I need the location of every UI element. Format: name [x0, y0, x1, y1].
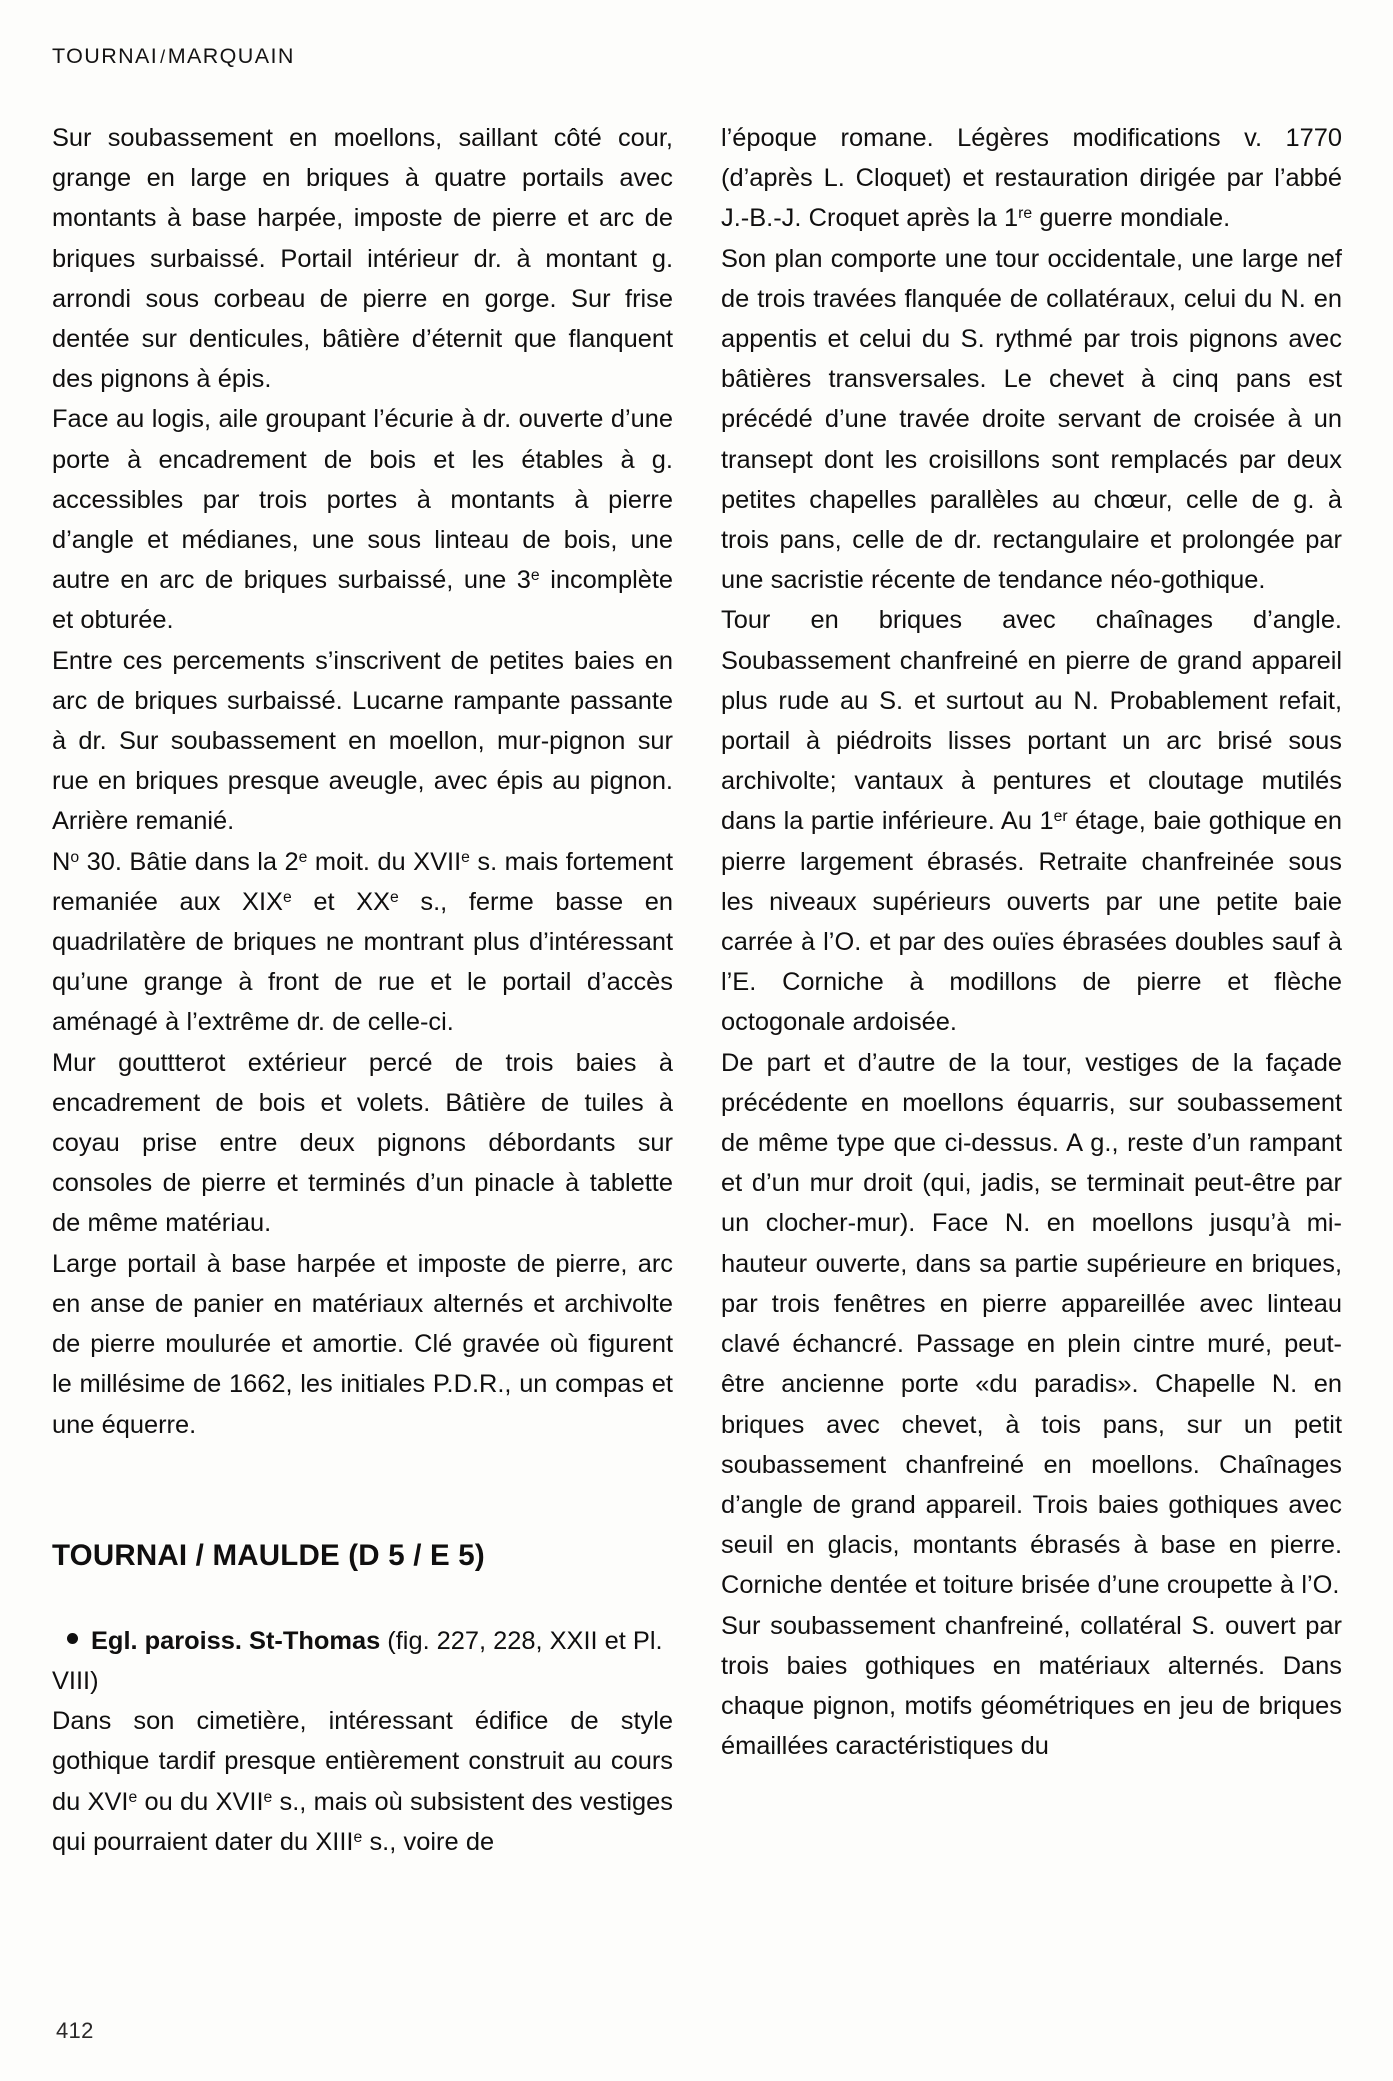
running-head — [52, 44, 295, 69]
section-heading-place: TOURNAI — [52, 1538, 188, 1572]
paragraph: Tour en briques avec chaînages d’angle. Soubassement chanfreiné en pierre de grand appareil plus rude au S. et surtout au N. Probablement refait, portail à piédroits lisses portant un arc brisé sous archivolte; vantaux à pentures et cloutage mutilés dans la partie inférieure. Au 1er étage, baie gothique en pierre largement ébrasés. Retraite chanfreinée sous les niveaux supérieurs ouverts par une petite baie carrée à l’O. et par des ouïes ébrasées doubles sauf à l’E. Corniche à modillons de pierre et flèche octogonale ardoisée. — [721, 606, 1342, 1037]
running-head-subplace: MARQUAIN — [167, 44, 295, 68]
paragraph: Mur gouttterot extérieur percé de trois baies à encadrement de bois et volets. Bâtière de tuiles à coyau prise entre deux pignons débordants sur consoles de pierre et terminés d’un pinacle à tablette de même matériau. — [52, 1048, 673, 1238]
running-head-place: TOURNAI — [52, 44, 159, 68]
paragraph: De part et d’autre de la tour, vestiges de la façade précédente en moellons équarris, sur soubassement de même type que ci-dessus. A g., reste d’un rampant et d’un mur droit (qui, jadis, se terminait peut-être par un clocher-mur). Face N. en moellons jusqu’à mi-hauteur ouverte, dans sa partie supérieure en briques, par trois fenêtres en pierre appareillée avec linteau clavé échancré. Passage en plein cintre muré, peut-être ancienne porte «du paradis». Chapelle N. en briques avec chevet, à tois pans, sur un petit soubassement chanfreiné en moellons. Chaînages d’angle de grand appareil. Trois baies gothiques avec seuil en glacis, montants ébrasés à base en pierre. Corniche dentée et toiture brisée d’une croupette à l’O. — [721, 1048, 1342, 1600]
paragraph: Son plan comporte une tour occidentale, une large nef de trois travées flanquée de collatéraux, celui du N. en appentis et celui du S. rythmé par trois pignons avec bâtières transversales. Le chevet à cinq pans est précédé d’une travée droite servant de croisée à un transept dont les croisillons sont remplacés par deux petites chapelles parallèles au chœur, celle de g. à trois pans, celle de dr. rectangulaire et prolongée par une sacristie récente de tendance néo-gothique. — [721, 244, 1342, 595]
section-heading-refs: (D 5 / E 5) — [348, 1538, 485, 1572]
bullet-dot-icon — [67, 1633, 78, 1644]
page-number: 412 — [56, 2018, 94, 2043]
section-heading-separator: / — [195, 1538, 205, 1572]
running-head-separator: / — [160, 47, 166, 67]
column-right — [721, 118, 1342, 1862]
entry-heading — [52, 1621, 673, 1701]
section-heading — [52, 1537, 673, 1575]
section-heading-wrap — [52, 1537, 673, 1575]
section-heading-subplace: MAULDE — [212, 1538, 340, 1572]
body-columns — [52, 118, 1342, 1862]
entry-refs: (fig. 227, 228, XXII et Pl. VIII) — [52, 1626, 663, 1695]
paragraph: Sur soubassement chanfreiné, collatéral S. ouvert par trois baies gothiques en matériaux alternés. Dans chaque pignon, motifs géométriques en jeu de briques émaillées caractéristiques du — [721, 1611, 1342, 1761]
paragraph: Dans son cimetière, intéressant édifice de style gothique tardif presque entièrement construit au cours du XVIe ou du XVIIe s., mais où subsistent des vestiges qui pourraient dater du XIIIe s., voire de — [52, 1707, 673, 1856]
entry-title: Egl. paroiss. St-Thomas — [91, 1626, 381, 1655]
paragraph: l’époque romane. Légères modifications v. 1770 (d’après L. Cloquet) et restauration dirigée par l’abbé J.-B.-J. Croquet après la 1re guerre mondiale. — [721, 124, 1342, 233]
paragraph: Large portail à base harpée et imposte de pierre, arc en anse de panier en matériaux alternés et archivolte de pierre moulurée et amortie. Clé gravée où figurent le millésime de 1662, les initiales P.D.R., un compas et une équerre. — [52, 1249, 673, 1439]
column-left — [52, 118, 673, 1862]
paragraph: Sur soubassement en moellons, saillant côté cour, grange en large en briques à quatre portails avec montants à base harpée, imposte de pierre et arc de briques surbaissé. Portail intérieur dr. à montant g. arrondi sous corbeau de pierre en gorge. Sur frise dentée sur denticules, bâtière d’éternit que flanquent des pignons à épis. — [52, 124, 673, 394]
paragraph: Entre ces percements s’inscrivent de petites baies en arc de briques surbaissé. Lucarne rampante passante à dr. Sur soubassement en moellon, mur-pignon sur rue en briques presque aveugle, avec épis au pignon. Arrière remanié. — [52, 646, 673, 836]
paragraph: $N^o$ 30. Bâtie dans la 2e moit. du XVIIe s. mais fortement remaniée aux XIXe et XXe s., ferme basse en quadrilatère de briques ne montrant plus d’intéressant qu’une grange à front de rue et le portail d’accès aménagé à l’extrême dr. de celle-ci. — [52, 847, 673, 1037]
paragraph: Face au logis, aile groupant l’écurie à dr. ouverte d’une porte à encadrement de bois et les étables à g. accessibles par trois portes à montants à pierre d’angle et médianes, une sous linteau de bois, une autre en arc de briques surbaissé, une 3e incomplète et obturée. — [52, 405, 674, 635]
